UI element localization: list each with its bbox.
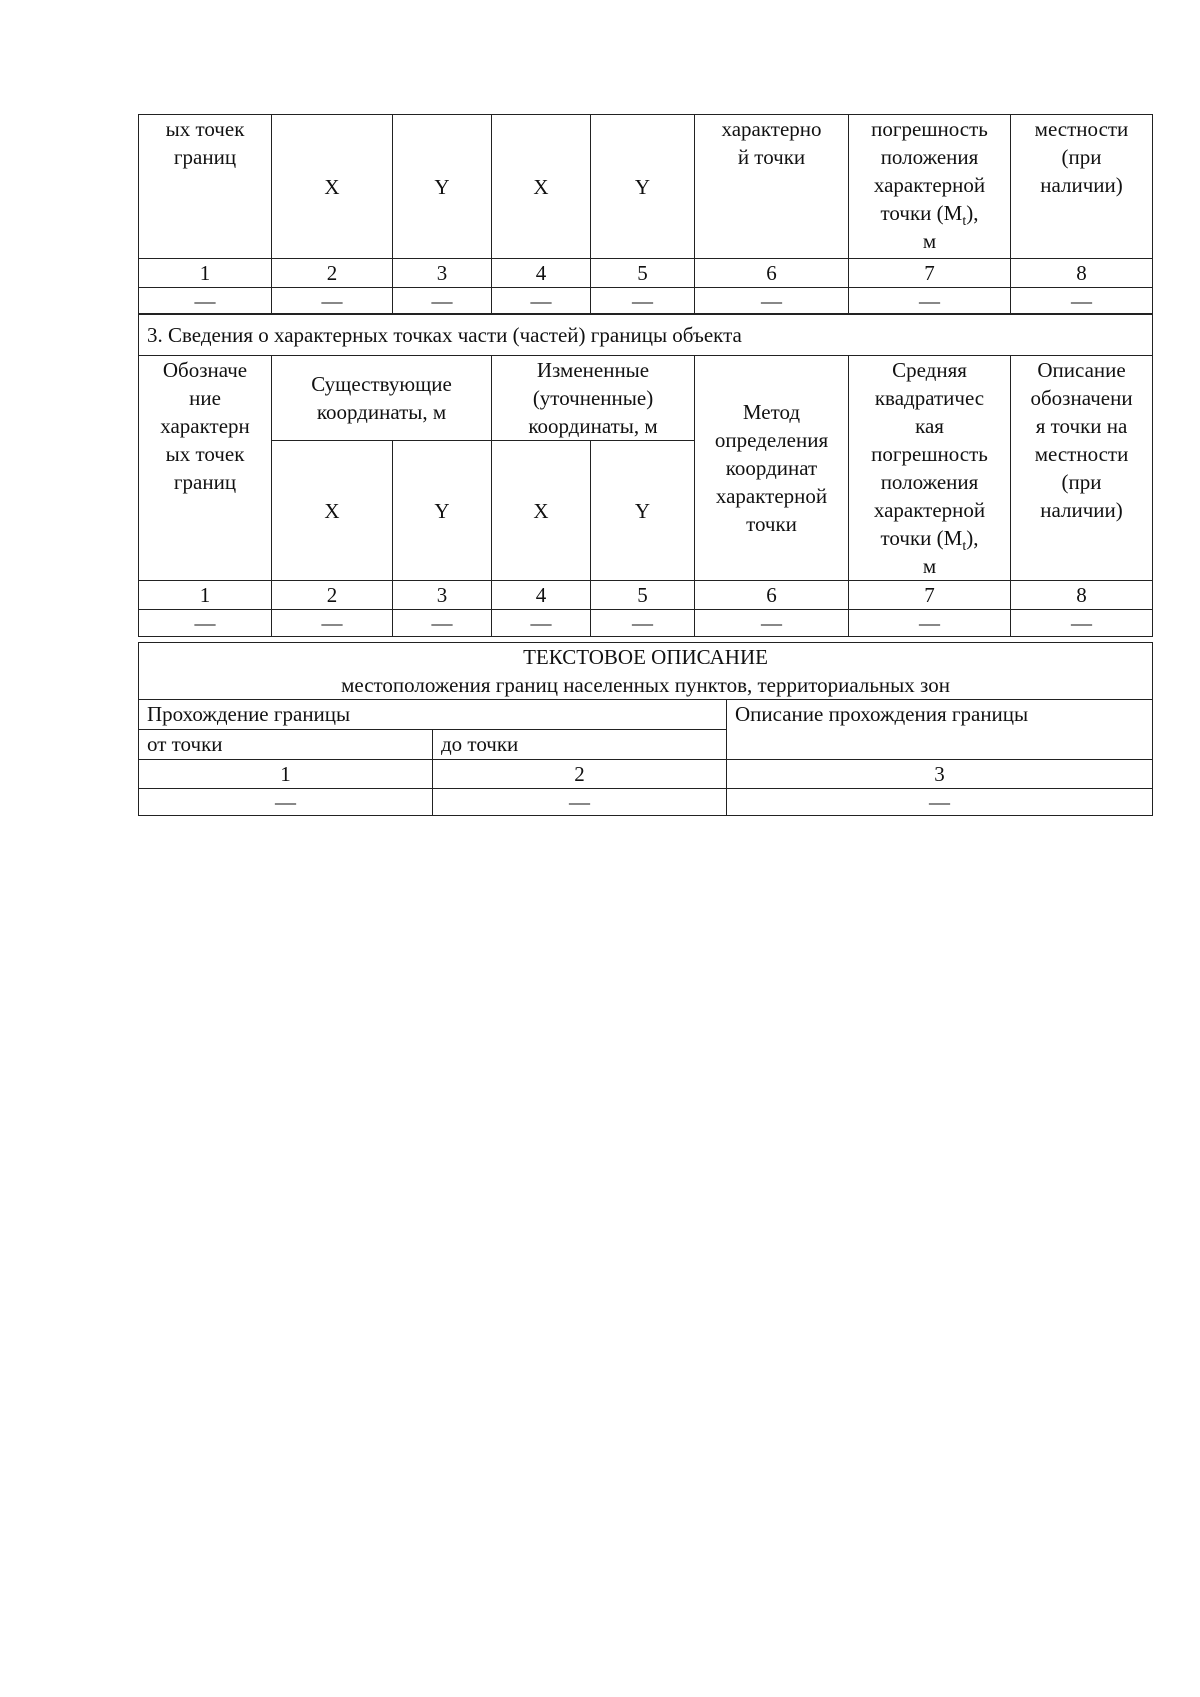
header-y-existing: Y (393, 441, 492, 581)
section-title-row (139, 314, 1153, 356)
header-boundary-passage: Прохождение границы (139, 700, 727, 730)
column-number: 1 (139, 760, 433, 789)
header-point-designation: Обозначе ние характерн ых точек границ (139, 356, 272, 581)
empty-cell: — (433, 789, 727, 816)
column-number: 3 (727, 760, 1153, 789)
empty-cell: — (1011, 288, 1153, 315)
empty-cell: — (695, 288, 849, 315)
header-description: местности (при наличии) (1011, 115, 1153, 259)
section3-table (138, 313, 1153, 637)
empty-cell: — (591, 288, 695, 315)
empty-cell: — (849, 610, 1011, 637)
column-number: 8 (1011, 259, 1153, 288)
table-header-row (139, 115, 1153, 259)
column-numbers-row (139, 760, 1153, 789)
table-header-row (139, 356, 1153, 441)
header-x-existing: X (272, 115, 393, 259)
header-y-changed: Y (591, 115, 695, 259)
column-number: 4 (492, 581, 591, 610)
column-number: 5 (591, 581, 695, 610)
empty-cell: — (272, 288, 393, 315)
header-error: Средняя квадратичес кая погрешность положения характерной точки $(M_t)$, м (849, 356, 1011, 581)
column-number: 3 (393, 581, 492, 610)
empty-cell: — (1011, 610, 1153, 637)
column-number: 1 (139, 259, 272, 288)
header-x-changed: X (492, 441, 591, 581)
column-number: 5 (591, 259, 695, 288)
header-x-existing: X (272, 441, 393, 581)
text-description-table (138, 642, 1153, 816)
header-y-existing: Y (393, 115, 492, 259)
header-y-changed: Y (591, 441, 695, 581)
header-changed-coordinates: Измененные (уточненные) координаты, м (492, 356, 695, 441)
header-x-changed: X (492, 115, 591, 259)
subtitle-text: местоположения границ населенных пунктов, территориальных зон (341, 673, 950, 697)
header-existing-coordinates: Существующие координаты, м (272, 356, 492, 441)
empty-cell: — (695, 610, 849, 637)
empty-cell: — (272, 610, 393, 637)
column-number: 1 (139, 581, 272, 610)
empty-cell: — (393, 288, 492, 315)
header-method: характерно й точки (695, 115, 849, 259)
column-number: 6 (695, 581, 849, 610)
header-method: Метод определения координат характерной точки (695, 356, 849, 581)
empty-cell: — (139, 789, 433, 816)
empty-cell: — (139, 610, 272, 637)
column-number: 4 (492, 259, 591, 288)
title-text: ТЕКСТОВОЕ ОПИСАНИЕ (523, 645, 768, 669)
empty-cell: — (727, 789, 1153, 816)
header-to-point: до точки (433, 730, 727, 760)
header-point-designation: ых точек границ (139, 115, 272, 259)
empty-cell: — (393, 610, 492, 637)
table-row (139, 610, 1153, 637)
header-error: погрешность положения характерной точки $(M_t)$, м (849, 115, 1011, 259)
column-number: 2 (272, 581, 393, 610)
column-number: 8 (1011, 581, 1153, 610)
empty-cell: — (492, 610, 591, 637)
column-number: 2 (272, 259, 393, 288)
header-boundary-description: Описание прохождения границы (727, 700, 1153, 760)
boundary-points-table-continued (138, 114, 1153, 315)
text-description-header-row (139, 700, 1153, 730)
column-number: 7 (849, 259, 1011, 288)
empty-cell: — (139, 288, 272, 315)
header-description: Описание обозначени я точки на местности (при наличии) (1011, 356, 1153, 581)
header-from-point: от точки (139, 730, 433, 760)
empty-cell: — (591, 610, 695, 637)
column-numbers-row (139, 581, 1153, 610)
column-number: 6 (695, 259, 849, 288)
empty-cell: — (492, 288, 591, 315)
table-row (139, 288, 1153, 315)
section-title: 3. Сведения о характерных точках части (частей) границы объекта (139, 314, 1153, 356)
column-numbers-row (139, 259, 1153, 288)
empty-cell: — (849, 288, 1011, 315)
text-description-title-row (139, 643, 1153, 700)
column-number: 3 (393, 259, 492, 288)
column-number: 7 (849, 581, 1011, 610)
table-row (139, 789, 1153, 816)
text-description-title (139, 643, 1153, 700)
column-number: 2 (433, 760, 727, 789)
